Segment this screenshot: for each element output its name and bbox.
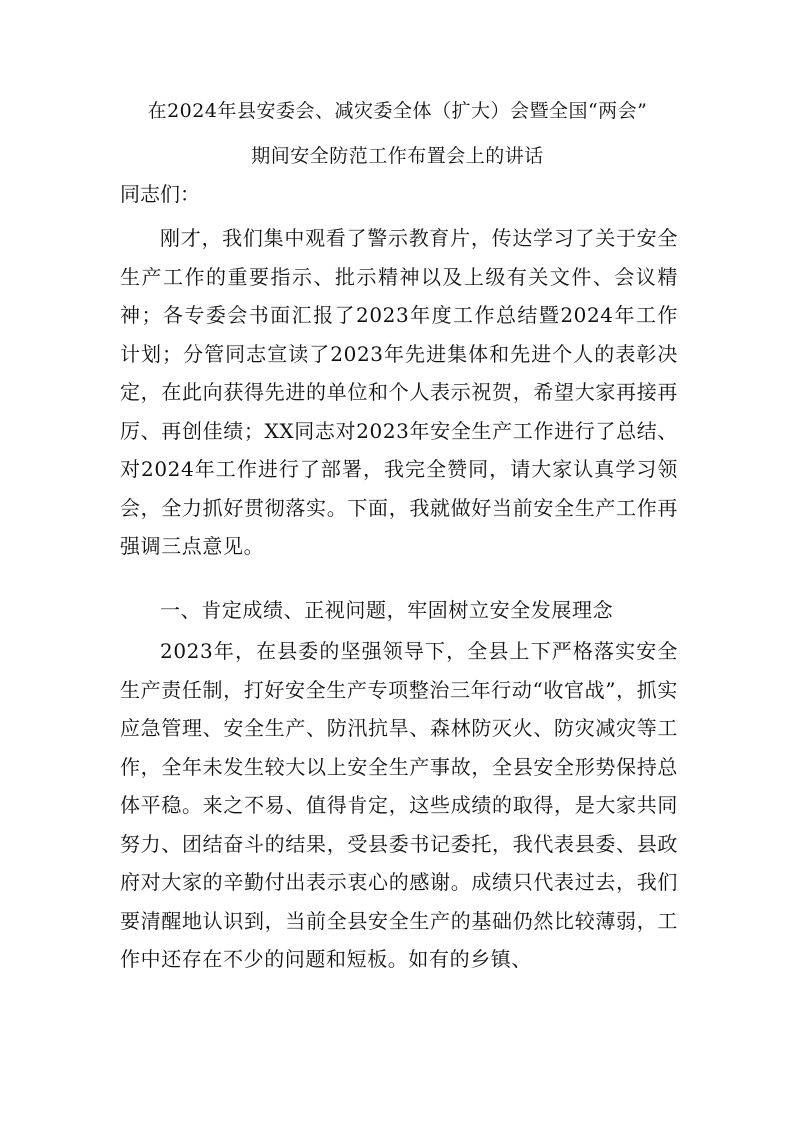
document-title-line-2: 期间安全防范工作布置会上的讲话 (251, 145, 544, 167)
salutation: 同志们： (120, 182, 200, 206)
paragraph-section-1: 2023年，在县委的坚强领导下，全县上下严格落实安全生产责任制，打好安全生产专项整治三年行动“收官战”，抓实应急管理、安全生产、防汛抗旱、森林防灭火、防灾减灾等工作，全年未发生较大以上安全生产事故，全县安全形势保持总体平稳。来之不易、值得肯定，这些成绩的取得，是大家共同努力、团结奋斗的结果，受县委书记委托，我代表县委、县政府对大家的辛勤付出表示衷心的感谢。成绩只代表过去，我们要清醒地认识到，当前全县安全生产的基础仍然比较薄弱，工作中还存在不少的问题和短板。如有的乡镇、 (120, 639, 678, 971)
paragraph-opening: 刚才，我们集中观看了警示教育片，传达学习了关于安全生产工作的重要指示、批示精神以及上级有关文件、会议精神；各专委会书面汇报了2023年度工作总结暨2024年工作计划；分管同志宣读了2023年先进集体和先进个人的表彰决定，在此向获得先进的单位和个人表示祝贺，希望大家再接再厉、再创佳绩；XX同志对2023年安全生产工作进行了总结、对2024年工作进行了部署，我完全赞同，请大家认真学习领会，全力抓好贯彻落实。下面，我就做好当前安全生产工作再强调三点意见。 (120, 226, 678, 558)
section-1-heading: 一、肯定成绩、正视问题，牢固树立安全发展理念 (160, 598, 614, 622)
document-title-line-1: 在2024年县安委会、减灾委全体（扩大）会暨全国“两会” (147, 100, 648, 122)
